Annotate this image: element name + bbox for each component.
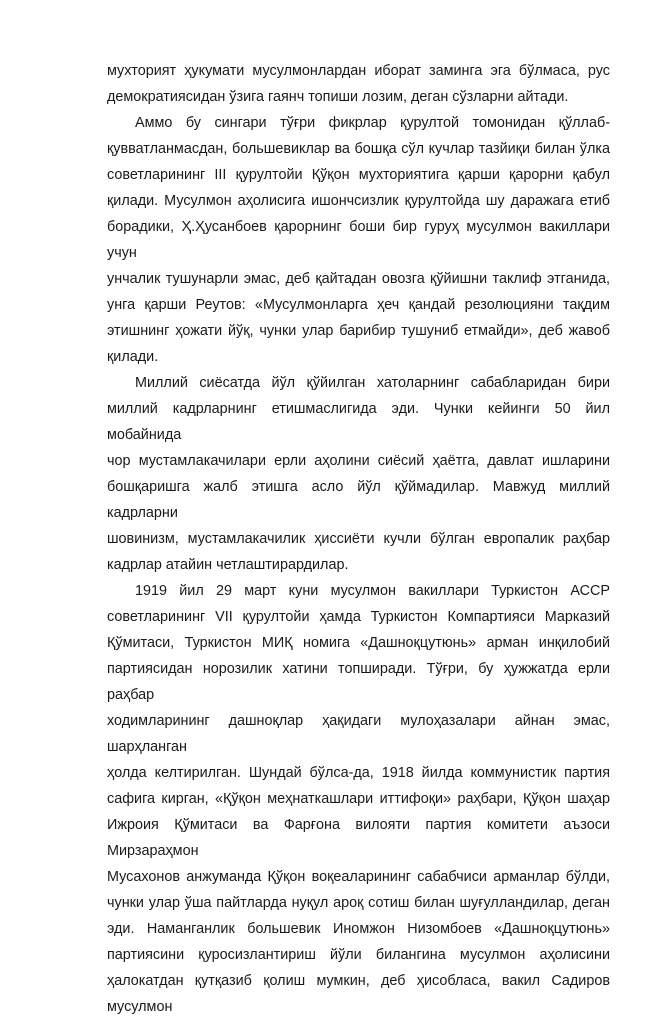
paragraph-p2-line: қилади. Мусулмон аҳолисига ишончсизлик қурултойда шу даражага етиб xyxy=(107,193,610,209)
paragraph-p3-line: миллий кадрларнинг етишмаслигида эди. Чунки кейинги 50 йил мобайнида xyxy=(107,401,610,443)
paragraph-p4-line: партиясини қуросизлантириш йўли билангина мусулмон аҳолисини xyxy=(107,947,610,963)
document-body xyxy=(107,58,610,1020)
paragraph-p2-line: борадики, Ҳ.Ҳусанбоев қарорнинг боши бир гуруҳ мусулмон вакиллари учун xyxy=(107,219,610,261)
paragraph-p2-line: Аммо бу сингари тўғри фикрлар қурултой томонидан қўллаб- xyxy=(135,115,610,131)
paragraph-p4-line: сафига кирган, «Қўқон меҳнаткашлари иттифоқи» раҳбари, Қўқон шаҳар xyxy=(107,791,610,807)
paragraph-p1-line: демократиясидан ўзига гаянч топиши лозим, деган сўзларни айтади. xyxy=(107,89,569,105)
paragraph-p2-line: советларининг III қурултойи Қўқон мухториятига қарши қарорни қабул xyxy=(107,167,610,183)
paragraph-p4-line: ҳолда келтирилган. Шундай бўлса-да, 1918 йилда коммунистик партия xyxy=(107,765,610,781)
paragraph-p4-line: Мусахонов анжуманда Қўқон воқеаларининг сабабчиси арманлар бўлди, xyxy=(107,869,610,885)
paragraph-p4-line: чунки улар ўша пайтларда нуқул ароқ сотиш билан шуғулландилар, деган xyxy=(107,895,610,911)
paragraph-p4-line: Қўмитаси, Туркистон МИҚ номига «Дашноқцутюнь» арман инқилобий xyxy=(107,635,610,651)
paragraph-p4-line: ҳалокатдан қутқазиб қолиш мумкин, деб ҳисобласа, вакил Садиров мусулмон xyxy=(107,973,610,1015)
paragraph-p4-line: 1919 йил 29 март куни мусулмон вакиллари Туркистон АССР xyxy=(135,583,610,599)
paragraph-p1-line: мухторият ҳукумати мусулмонлардан иборат заминга эга бўлмаса, рус xyxy=(107,63,610,79)
paragraph-p3-line: чор мустамлакачилари ерли аҳолини сиёсий ҳаётга, давлат ишларини xyxy=(107,453,610,469)
paragraph-p3-line: Миллий сиёсатда йўл қўйилган хатоларнинг сабабларидан бири xyxy=(135,375,610,391)
paragraph-p4-line: партиясидан норозилик хатини топширади. Тўғри, бу ҳужжатда ерли раҳбар xyxy=(107,661,610,703)
paragraph-p4-line: ходимларининг дашноқлар ҳақидаги мулоҳазалари айнан эмас, шарҳланган xyxy=(107,713,610,755)
paragraph-p4-line: Ижроия Қўмитаси ва Фарғона вилояти партия комитети аъзоси Мирзараҳмон xyxy=(107,817,610,859)
paragraph-p3-line: кадрлар атайин четлаштирардилар. xyxy=(107,557,349,573)
paragraph-p2-line: этишнинг ҳожати йўқ, чунки улар барибир тушуниб етмайди», деб жавоб xyxy=(107,323,610,339)
paragraph-p3-line: шовинизм, мустамлакачилик ҳиссиёти кучли бўлган европалик раҳбар xyxy=(107,531,610,547)
paragraph-p3-line: бошқаришга жалб этишга асло йўл қўймадилар. Мавжуд миллий кадрларни xyxy=(107,479,610,521)
paragraph-p4-line: эди. Наманганлик большевик Иномжон Низомбоев «Дашноқцутюнь» xyxy=(107,921,610,937)
paragraph-p4-line: советларининг VII қурултойи ҳамда Туркистон Компартияси Марказий xyxy=(107,609,610,625)
paragraph-p2-line: қилади. xyxy=(107,349,159,365)
paragraph-p2-line: унга қарши Реутов: «Мусулмонларга ҳеч қандай резолюцияни тақдим xyxy=(107,297,610,313)
paragraph-p2-line: қувватланмасдан, большевиклар ва бошқа сўл кучлар тазйиқи билан ўлка xyxy=(107,141,610,157)
paragraph-p2-line: унчалик тушунарли эмас, деб қайтадан овозга қўйишни таклиф этганида, xyxy=(107,271,610,287)
